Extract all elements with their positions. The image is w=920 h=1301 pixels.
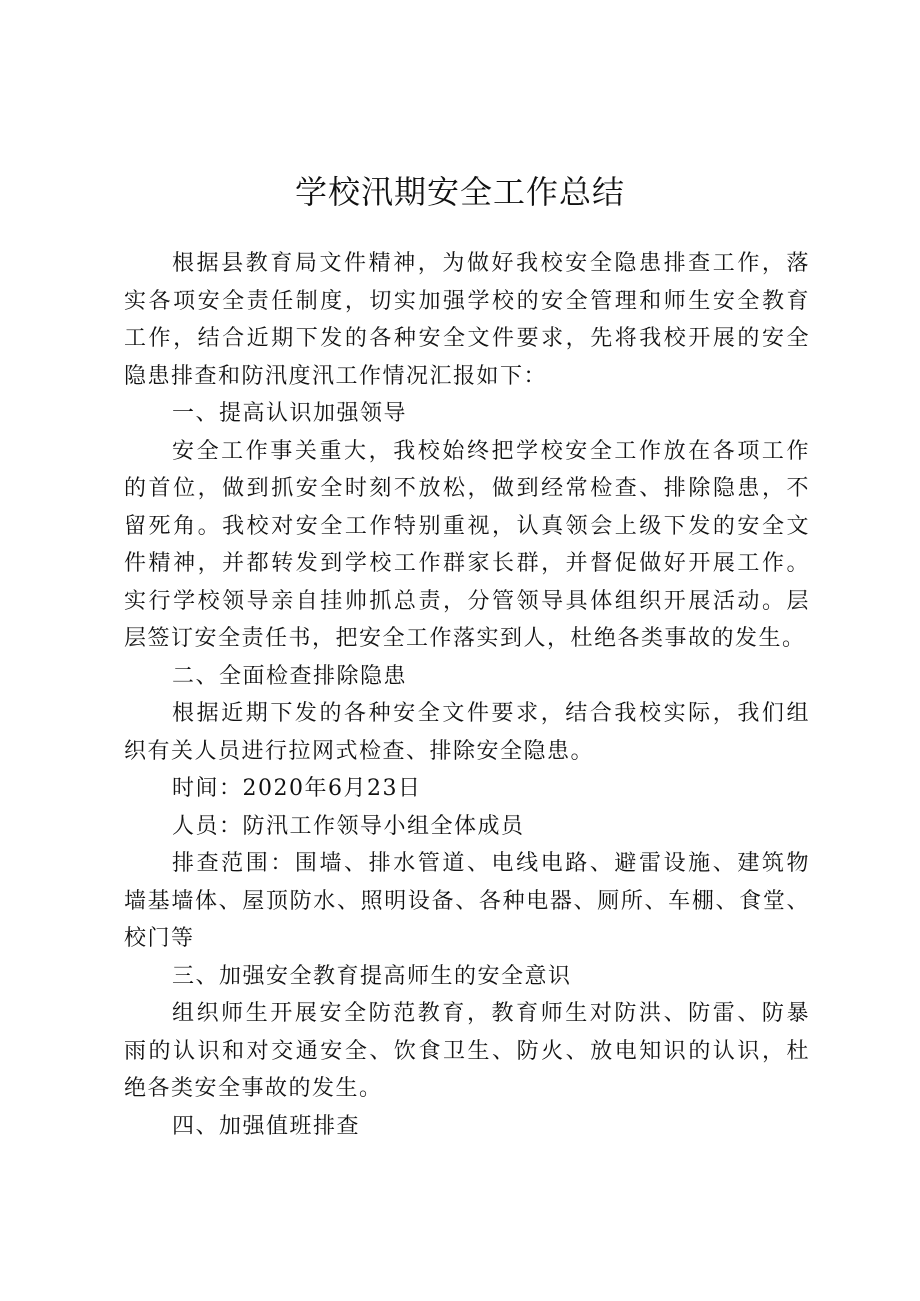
intro-paragraph: 根据县教育局文件精神，为做好我校安全隐患排查工作，落 实各项安全责任制度，切实加强学校的安全管理和师生安全教育 工作，结合近期下发的各种安全文件要求，先将我校开展的安全 隐患排查和防汛度汛工作情况汇报如下： <box>124 251 810 389</box>
section-heading-1: 一、提高认识加强领导 <box>172 401 408 426</box>
document-body <box>124 245 810 1145</box>
section-heading-2: 二、全面检查排除隐患 <box>172 663 408 689</box>
section-2-paragraph: 根据近期下发的各种安全文件要求，结合我校实际，我们组 织有关人员进行拉网式检查、排除安全隐患。 <box>124 701 810 764</box>
inspection-personnel: 人员：防汛工作领导小组全体成员 <box>172 813 525 839</box>
section-1-paragraph: 安全工作事关重大，我校始终把学校安全工作放在各项工作 的首位，做到抓安全时刻不放松，做到经常检查、排除隐患，不 留死角。我校对安全工作特别重视，认真领会上级下发的安全文 件精神，并都转发到学校工作群家长群，并督促做好开展工作。 实行学校领导亲自挂帅抓总责，分管领导具体组织开展活动。层 层签订安全责任书，把安全工作落实到人，杜绝各类事故的发生。 <box>124 438 810 651</box>
document-title: 学校汛期安全工作总结 <box>294 173 625 211</box>
inspection-scope: 排查范围：围墙、排水管道、电线电路、避雷设施、建筑物 墙基墙体、屋顶防水、照明设备、各种电器、厕所、车棚、食堂、 校门等 <box>124 851 810 951</box>
section-heading-3: 三、加强安全教育提高师生的安全意识 <box>172 963 572 989</box>
section-heading-4: 四、加强值班排查 <box>172 1113 361 1139</box>
section-3-paragraph: 组织师生开展安全防范教育，教育师生对防洪、防雷、防暴 雨的认识和对交通安全、饮食卫生、防火、放电知识的认识，杜 绝各类安全事故的发生。 <box>124 1001 810 1101</box>
inspection-time: 时间：2020年6月23日 <box>172 776 422 801</box>
